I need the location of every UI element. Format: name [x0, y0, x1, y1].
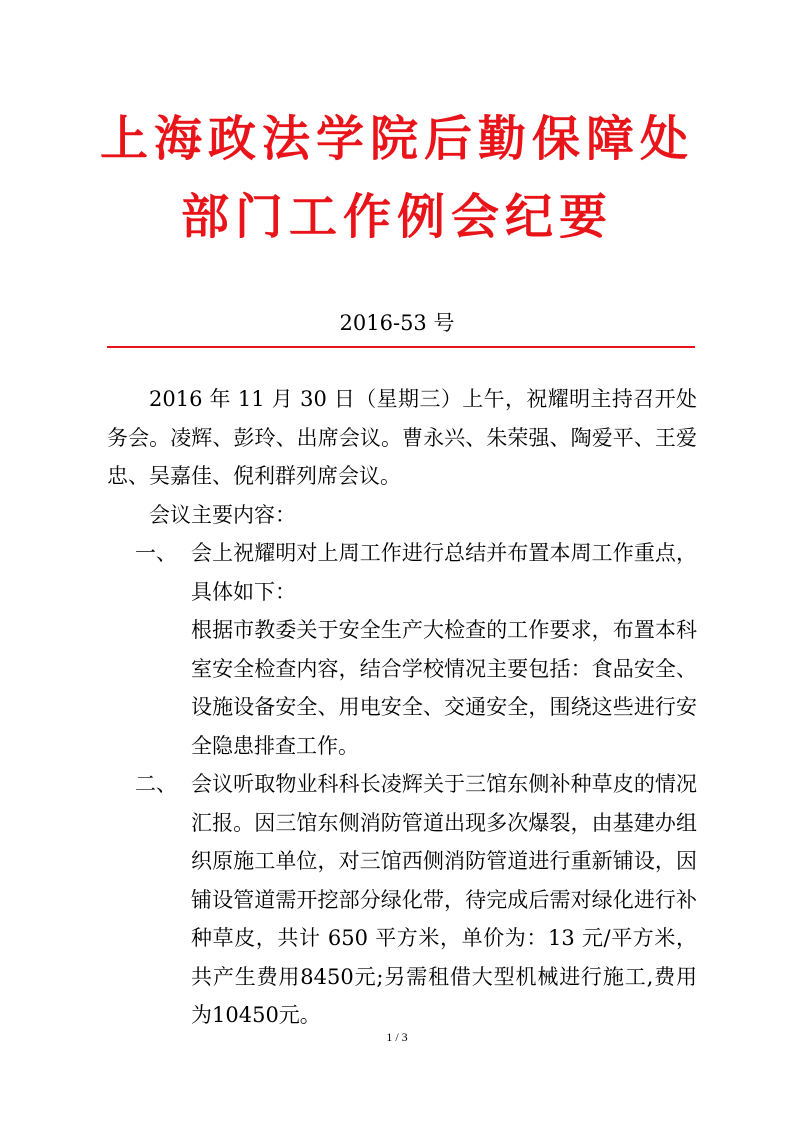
list-item — [107, 534, 697, 611]
document-title-line2: 部门工作例会纪要 — [180, 189, 613, 245]
list-item — [107, 765, 697, 1035]
item-sub-paragraph: 根据市教委关于安全生产大检查的工作要求，布置本科室安全检查内容，结合学校情况主要包括：食品安全、设施设备安全、用电安全、交通安全，围绕这些进行安全隐患排查工作。 — [191, 618, 697, 758]
document-number: 2016-53 号 — [339, 311, 455, 335]
red-divider — [107, 346, 695, 348]
document-title-line1: 上海政法学院后勤保障处 — [99, 111, 694, 167]
item-text: 会上祝耀明对上周工作进行总结并布置本周工作重点，具体如下： — [191, 541, 697, 604]
page-number: 1 / 3 — [386, 1030, 408, 1044]
item-number: 一、 — [135, 541, 177, 565]
section-label: 会议主要内容： — [149, 502, 296, 527]
item-text: 会议听取物业科科长凌辉关于三馆东侧补种草皮的情况汇报。因三馆东侧消防管道出现多次爆裂，由基建办组织原施工单位，对三馆西侧消防管道进行重新铺设，因铺设管道需开挖部分绿化带，待完成后需对绿化进行补种草皮，共计 650 平方米，单价为：13 元/平方米，共产生费用8450元;另需租借大型机械进行施工,费用为10450元。 — [191, 772, 697, 1027]
document-body — [107, 380, 697, 1035]
item-number: 二、 — [135, 772, 177, 796]
intro-paragraph: 2016 年 11 月 30 日（星期三）上午，祝耀明主持召开处务会。凌辉、彭玲、出席会议。曹永兴、朱荣强、陶爱平、王爱忠、吴嘉佳、倪利群列席会议。 — [107, 387, 697, 488]
